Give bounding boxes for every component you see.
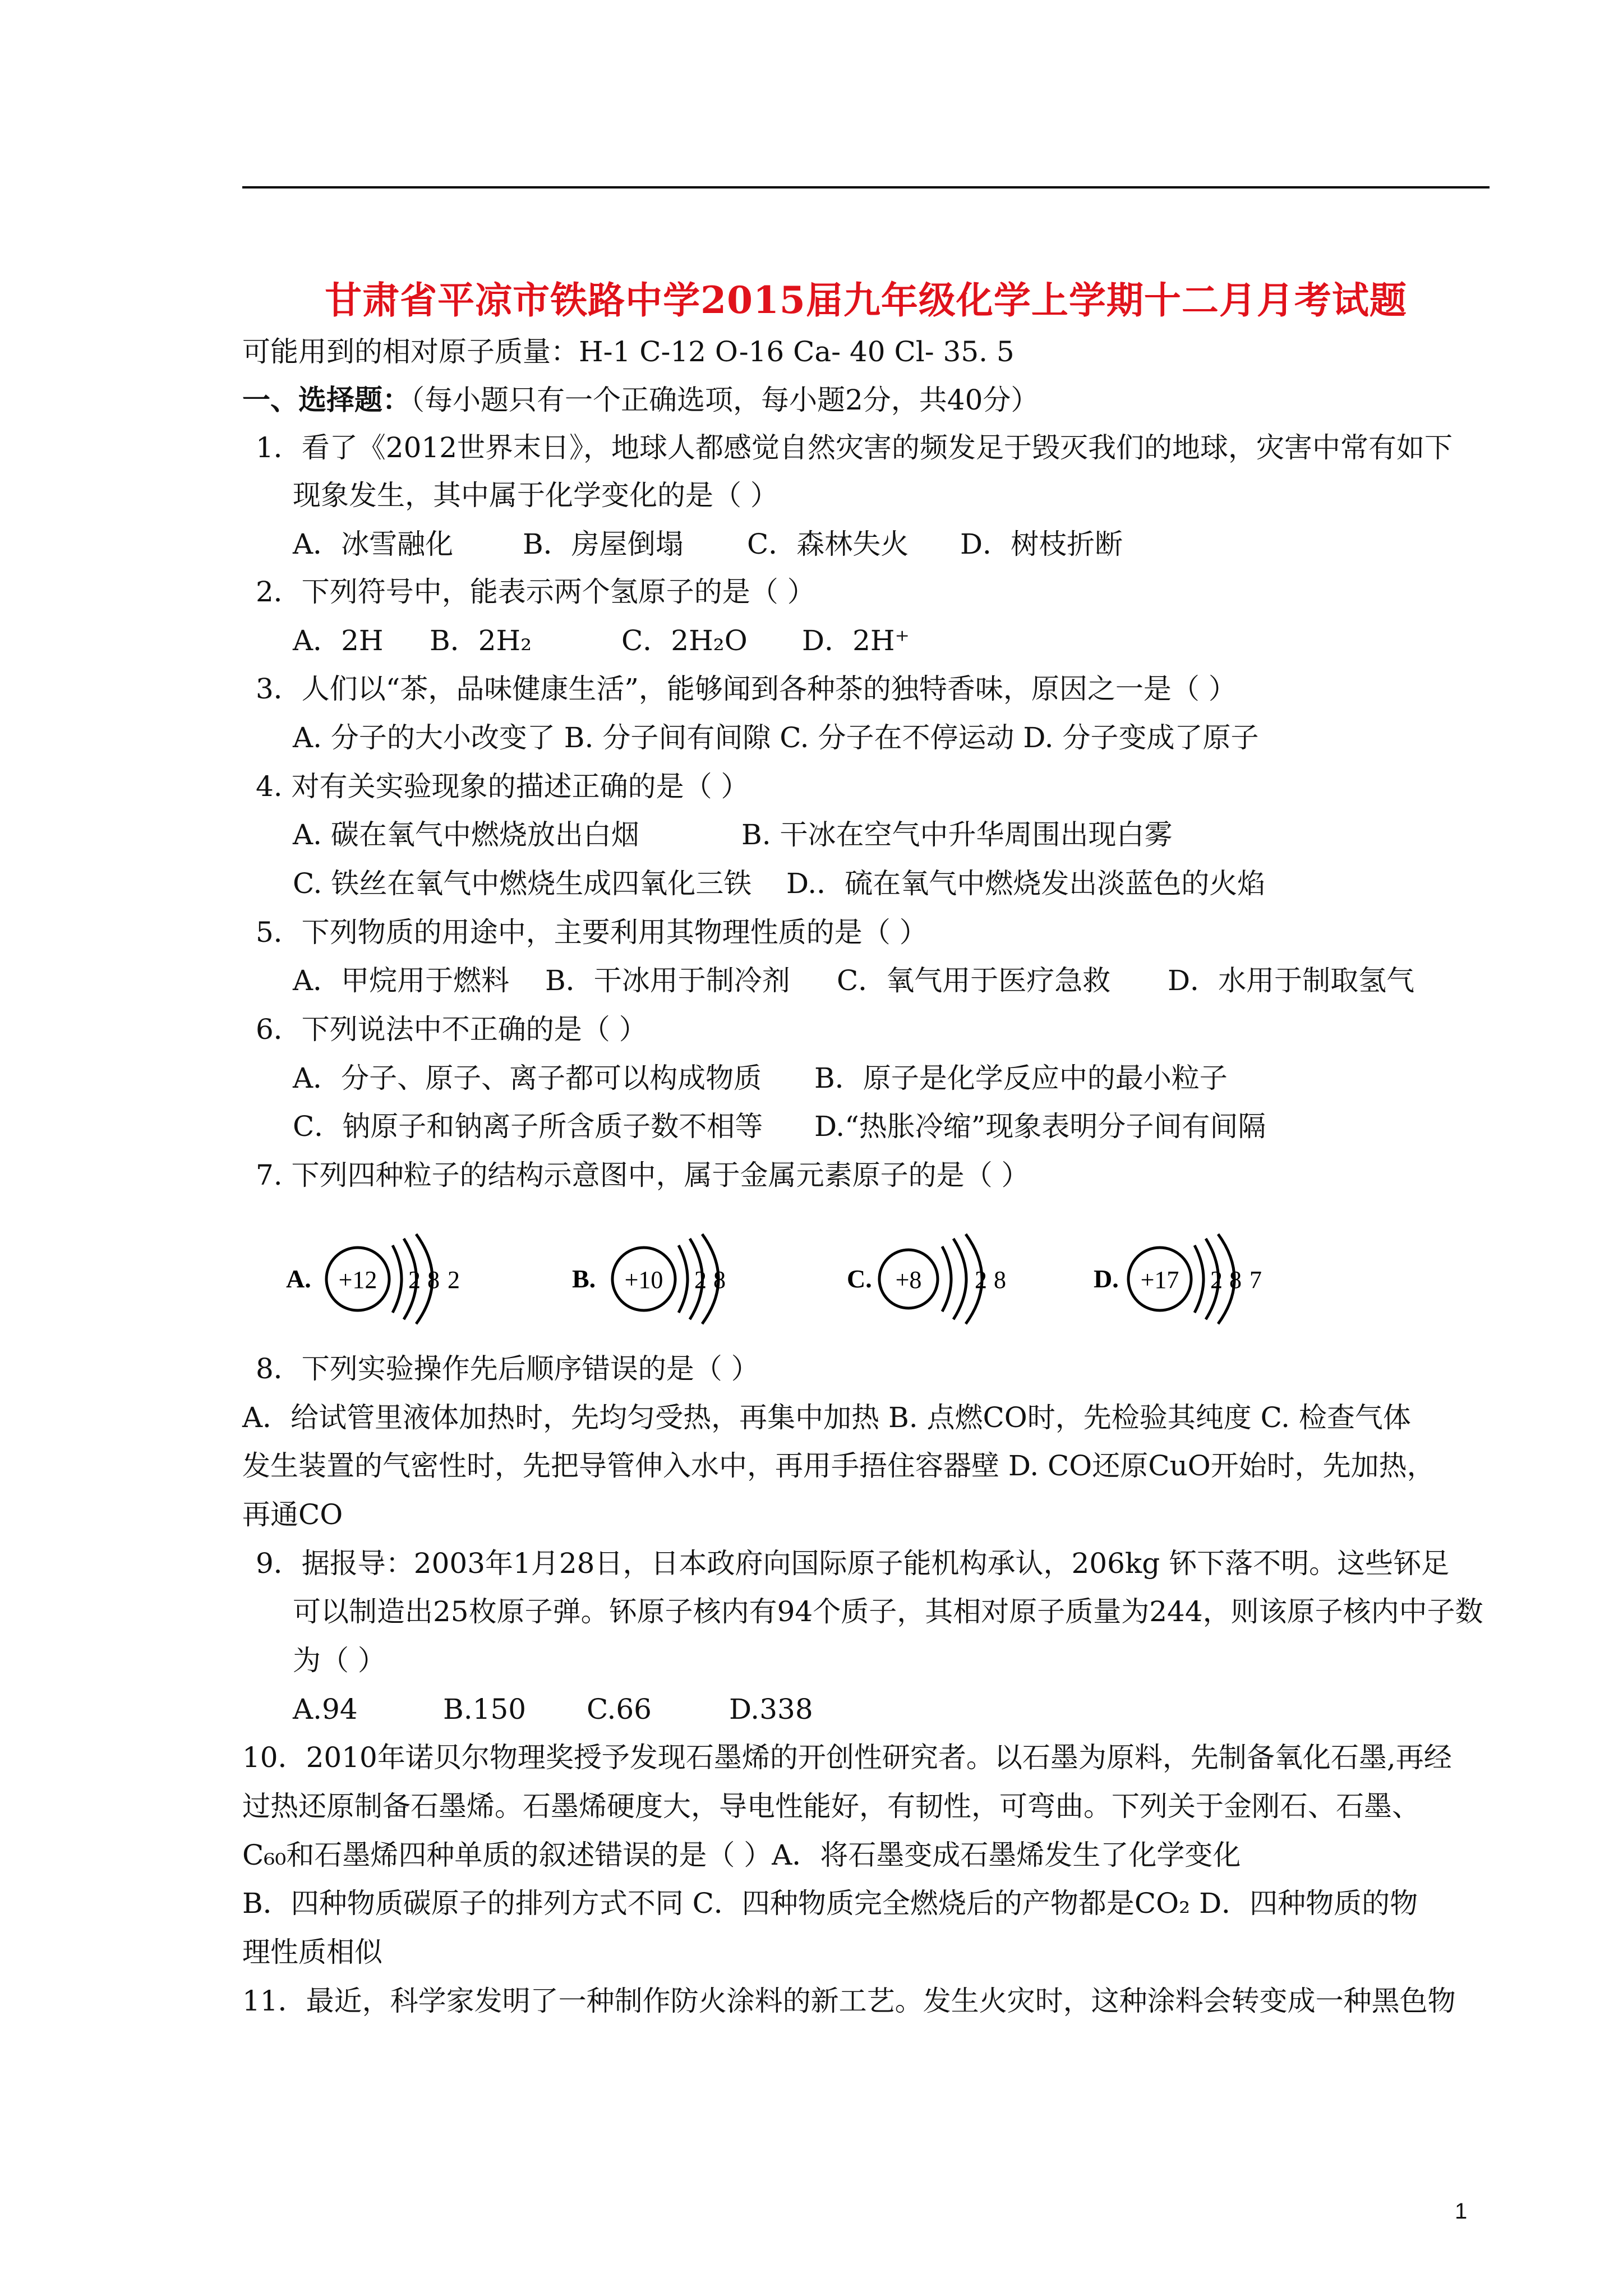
atom-d-shell-2: 8 [1229,1266,1242,1294]
atom-b-shell-1: 2 [694,1266,707,1294]
q9-line1: 9．据报导：2003年1月28日，日本政府向国际原子能机构承认，206kg 钚下落不明。这些钚足 [256,1547,1450,1580]
q8-options-line2: 发生装置的气密性时，先把导管伸入水中，再用手捂住容器壁 D. CO还原CuO开始时，先加热， [242,1450,1435,1482]
atom-c-shell-arc-1 [942,1246,951,1312]
q2-stem: 2．下列符号中，能表示两个氢原子的是（ ） [256,576,815,608]
q9-line2: 可以制造出25枚原子弹。钚原子核内有94个质子，其相对原子质量为244，则该原子核内中子数 [293,1595,1483,1628]
atom-a-shell-2: 8 [427,1266,440,1294]
page-number: 1 [1455,2199,1468,2224]
q1-option-d: D．树枝折断 [960,528,1123,560]
atom-c-shell-1: 2 [975,1266,987,1294]
q2-option-b: B．2H₂ [430,624,532,657]
q1-option-b: B．房屋倒塌 [523,528,684,560]
atom-b-shell-2: 8 [713,1266,726,1294]
atom-diagram-c [847,1234,1032,1324]
q1-stem-line1: 1．看了《2012世界末日》，地球人都感觉自然灾害的频发足于毁灭我们的地球，灾害中常有如下 [256,431,1453,464]
atom-a-shell-3: 2 [448,1266,460,1294]
q5-stem: 5．下列物质的用途中，主要利用其物理性质的是（ ） [256,916,928,949]
atom-a-nucleus: +12 [338,1266,377,1294]
q4-option-b: B. 干冰在空气中升华周围出现白雾 [741,818,1173,851]
q9-option-d: D.338 [729,1693,813,1726]
atom-c-shell-arc-2 [953,1239,966,1319]
section-title: 一、选择题： [242,383,411,416]
q8-stem: 8．下列实验操作先后顺序错误的是（ ） [256,1352,759,1385]
atom-b-label: B. [572,1264,596,1293]
q6-option-a: A．分子、原子、离子都可以构成物质 [293,1062,762,1094]
q8-options-line3: 再通CO [242,1498,343,1531]
q6-option-b: B．原子是化学反应中的最小粒子 [814,1062,1228,1094]
atomic-masses: 可能用到的相对原子质量：H-1 C-12 O-16 Ca- 40 Cl- 35. 5 [242,335,1015,368]
q4-stem: 4. 对有关实验现象的描述正确的是（ ） [256,770,749,803]
q9-option-b: B.150 [443,1693,527,1726]
q1-stem-line2: 现象发生，其中属于化学变化的是（ ） [293,479,778,512]
q8-options-line1: A．给试管里液体加热时，先均匀受热，再集中加热 B. 点燃CO时，先检验其纯度 C. 检查气体 [242,1401,1411,1434]
q4-options-row2 [293,867,1265,900]
q4-option-d: D.．硫在氧气中燃烧发出淡蓝色的火焰 [786,867,1266,900]
q10-line5: 理性质相似 [242,1936,382,1968]
q3-stem: 3．人们以“茶，品味健康生活”，能够闻到各种茶的独特香味，原因之一是（ ） [256,673,1237,705]
q2-option-a: A．2H [293,624,384,657]
q4-option-a: A. 碳在氧气中燃烧放出白烟 [293,818,639,851]
q5-option-a: A．甲烷用于燃料 [293,964,510,997]
q9-line3: 为（ ） [293,1644,386,1677]
atom-d-label: D. [1094,1264,1119,1293]
q4-options-row1 [293,818,1173,852]
q2-options [293,624,910,657]
atom-diagram-d [1094,1234,1295,1324]
atom-d-shell-3: 7 [1249,1266,1262,1294]
q2-option-d: D．2H⁺ [802,624,910,657]
atom-d-shell-arc-1 [1195,1245,1204,1313]
q1-option-c: C．森林失火 [747,528,909,560]
atom-c-shell-2: 8 [994,1266,1006,1294]
atom-b-shell-arc-1 [679,1245,688,1313]
q6-options-row1 [293,1061,1228,1095]
q9-option-c: C.66 [587,1693,652,1726]
atom-c-nucleus: +8 [895,1266,922,1294]
q6-option-c: C．钠原子和钠离子所含质子数不相等 [293,1110,763,1143]
q1-option-a: A．冰雪融化 [293,528,454,560]
q9-options [293,1692,813,1726]
q5-options [293,964,1414,997]
q6-stem: 6．下列说法中不正确的是（ ） [256,1013,647,1046]
q6-options-row2 [293,1110,1266,1143]
q5-option-b: B．干冰用于制冷剂 [545,964,790,997]
atom-a-shell-1: 2 [408,1266,421,1294]
q9-option-a: A.94 [293,1693,358,1726]
header-rule [242,186,1490,188]
q3-options: A. 分子的大小改变了 B. 分子间有间隙 C. 分子在不停运动 D. 分子变成了原子 [293,721,1259,754]
q4-option-c: C. 铁丝在氧气中燃烧生成四氧化三铁 [293,867,752,900]
atom-diagram-b [572,1234,757,1324]
atom-d-nucleus: +17 [1140,1266,1179,1294]
q2-option-c: C．2H₂O [621,624,748,657]
atom-diagram-a [286,1234,488,1324]
q10-line3: C₆₀和石墨烯四种单质的叙述错误的是（ ）A．将石墨变成石墨烯发生了化学变化 [242,1839,1241,1871]
section-note: （每小题只有一个正确选项，每小题2分，共40分） [411,384,1039,416]
section-heading [242,383,1039,417]
q5-option-d: D．水用于制取氢气 [1168,964,1415,997]
q10-line1: 10．2010年诺贝尔物理奖授予发现石墨烯的开创性研究者。以石墨为原料，先制备氧化石墨,再经 [242,1741,1452,1774]
atom-c-label: C. [847,1264,872,1293]
q1-options [293,527,1123,561]
q11-line1: 11．最近，科学家发明了一种制作防火涂料的新工艺。发生火灾时，这种涂料会转变成一种黑色物 [242,1985,1456,2017]
q5-option-c: C．氧气用于医疗急救 [837,964,1111,997]
atom-a-shell-arc-1 [393,1245,402,1313]
q10-line4: B．四种物质碳原子的排列方式不同 C．四种物质完全燃烧后的产物都是CO₂ D．四种物质的物 [242,1887,1418,1920]
atom-a-label: A. [286,1264,311,1293]
atom-structure-diagrams [286,1234,1520,1324]
q7-stem: 7. 下列四种粒子的结构示意图中，属于金属元素原子的是（ ） [256,1159,1030,1191]
q6-option-d: D.“热胀冷缩”现象表明分子间有间隔 [814,1110,1266,1143]
atom-d-shell-1: 2 [1210,1266,1223,1294]
atom-b-nucleus: +10 [624,1266,663,1294]
q10-line2: 过热还原制备石墨烯。石墨烯硬度大，导电性能好，有韧性，可弯曲。下列关于金刚石、石墨、 [242,1790,1420,1823]
page-title: 甘肃省平凉市铁路中学2015届九年级化学上学期十二月月考试题 [325,278,1407,322]
